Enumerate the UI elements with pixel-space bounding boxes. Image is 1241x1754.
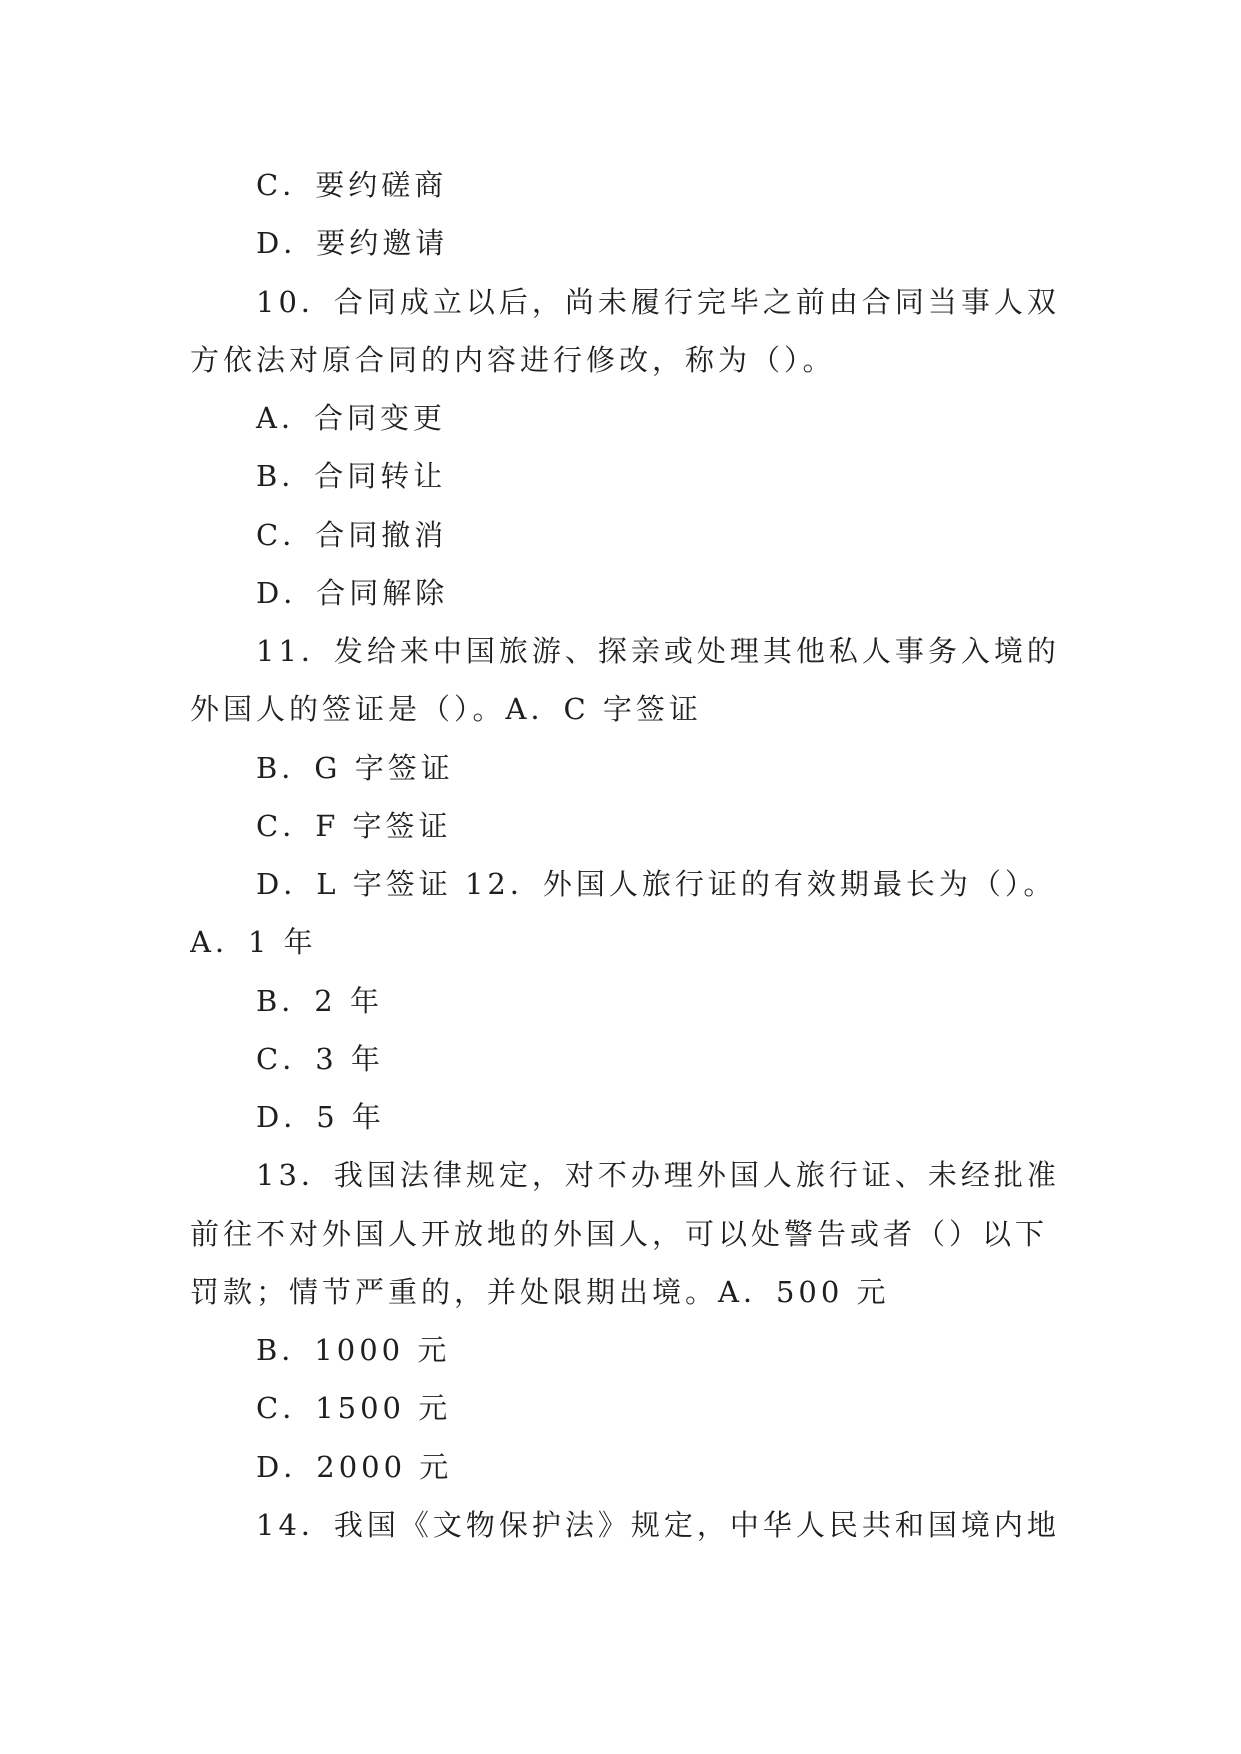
question-stem-line: 10．合同成立以后，尚未履行完毕之前由合同当事人双: [256, 284, 1060, 319]
question-stem-line: 13．我国法律规定，对不办理外国人旅行证、未经批准: [256, 1158, 1060, 1193]
option-line: C．F 字签证: [256, 808, 452, 843]
question-continuation-line: 方依法对原合同的内容进行修改，称为（）。: [190, 342, 836, 377]
document-page-body: [190, 156, 1190, 1554]
option-line: D．2000 元: [256, 1449, 453, 1484]
option-line: B．2 年: [256, 983, 383, 1018]
question-continuation-line: 前往不对外国人开放地的外国人，可以处警告或者（）以下: [190, 1216, 1049, 1251]
option-line: C．合同撤消: [256, 517, 448, 552]
option-line: C．3 年: [256, 1041, 384, 1076]
option-line: B．G 字签证: [256, 750, 454, 785]
option-line: D．5 年: [256, 1100, 385, 1134]
option-line: D．合同解除: [256, 575, 449, 610]
question-stem-line: 14．我国《文物保护法》规定，中华人民共和国境内地: [256, 1507, 1060, 1542]
option-line: D．要约邀请: [256, 226, 449, 261]
question-stem-line: 11．发给来中国旅游、探亲或处理其他私人事务入境的: [256, 634, 1060, 668]
question-continuation-line: 罚款；情节严重的，并处限期出境。A．500 元: [190, 1274, 890, 1309]
option-line: B．合同转让: [256, 459, 447, 494]
option-line: C．1500 元: [256, 1391, 452, 1426]
option-line: C．要约磋商: [256, 168, 448, 202]
option-line: A．1 年: [190, 925, 317, 960]
question-continuation-line: 外国人的签证是（）。A．C 字签证: [190, 692, 702, 727]
option-line: D．L 字签证 12．外国人旅行证的有效期最长为（）。: [256, 867, 1057, 901]
option-line: A．合同变更: [256, 401, 446, 435]
option-line: B．1000 元: [256, 1333, 451, 1367]
